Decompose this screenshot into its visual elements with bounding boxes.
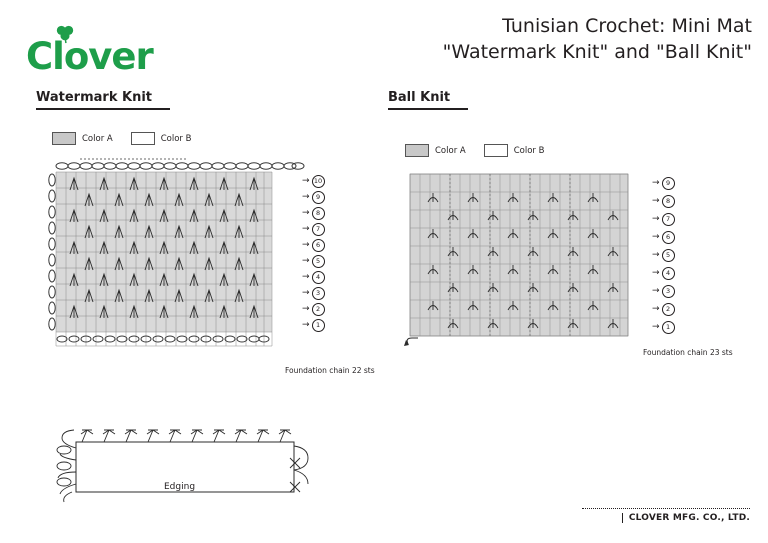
row-marker: → 3 <box>652 286 675 296</box>
watermark-stitch-diagram <box>46 150 306 365</box>
brand-name: Clover <box>26 35 153 78</box>
legend-label-color-b: Color B <box>513 145 545 156</box>
row-marker: → 2 <box>302 304 325 314</box>
footer-divider <box>582 508 750 509</box>
legend-watermark <box>52 132 209 145</box>
legend-swatch-color-b <box>484 144 508 157</box>
ball-knit-stitch-diagram <box>404 168 636 353</box>
row-marker: → 10 <box>302 176 325 186</box>
row-marker: → 7 <box>302 224 325 234</box>
row-marker: → 9 <box>302 192 325 202</box>
legend-swatch-color-a <box>52 132 76 145</box>
title-line-1: Tunisian Crochet: Mini Mat <box>502 15 752 37</box>
caption-watermark: Foundation chain 22 sts <box>285 366 375 375</box>
row-marker: → 1 <box>302 320 325 330</box>
chart-watermark-knit <box>46 150 306 365</box>
legend-label-color-a: Color A <box>435 145 466 156</box>
row-marker: → 2 <box>652 304 675 314</box>
row-marker: → 8 <box>652 196 675 206</box>
legend-swatch-color-a <box>405 144 429 157</box>
legend-label-color-a: Color A <box>82 133 113 144</box>
legend-ball <box>405 144 562 157</box>
page-title <box>443 14 752 65</box>
row-marker: → 4 <box>302 272 325 282</box>
clover-logo <box>26 22 166 78</box>
row-marker: → 1 <box>652 322 675 332</box>
section-heading-watermark: Watermark Knit <box>36 90 170 110</box>
chart-edging <box>52 420 317 505</box>
row-marker: → 5 <box>652 250 675 260</box>
chart-ball-knit <box>404 168 636 353</box>
legend-swatch-color-b <box>131 132 155 145</box>
row-marker: → 8 <box>302 208 325 218</box>
edging-diagram <box>52 420 317 505</box>
row-marker: → 6 <box>302 240 325 250</box>
row-marker: → 7 <box>652 214 675 224</box>
caption-ball: Foundation chain 23 sts <box>643 348 733 357</box>
edging-label: Edging <box>164 482 196 492</box>
section-heading-ball: Ball Knit <box>388 90 468 110</box>
row-marker: → 4 <box>652 268 675 278</box>
legend-label-color-b: Color B <box>160 133 192 144</box>
row-marker: → 6 <box>652 232 675 242</box>
company-footer: CLOVER MFG. CO., LTD. <box>622 513 750 523</box>
row-marker: → 5 <box>302 256 325 266</box>
row-marker: → 9 <box>652 178 675 188</box>
row-marker: → 3 <box>302 288 325 298</box>
title-line-2: "Watermark Knit" and "Ball Knit" <box>442 40 752 63</box>
